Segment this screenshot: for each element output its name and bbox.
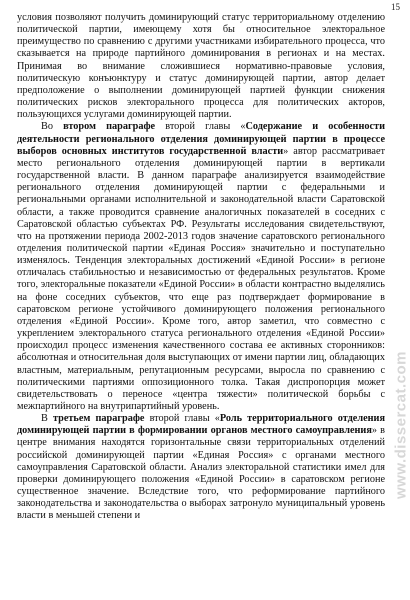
watermark xyxy=(392,250,410,600)
paragraph-second-section xyxy=(17,121,385,413)
paragraph-body-text: » автор рассматривает место регионального отделения доминирующей партии в вертикали государственной власти. В данном параграфе анализируется взаимодействие регионального отделения доминирующей партии с федеральными и региональными органами исполнительной и законодательной власти Саратовской области, а также проводится сравнение аналогичных показателей в соседних с Саратовской областью субъектах РФ. Результаты исследования свидетельствуют, что на протяжении периода 2002-2013 годов значение саратовского регионального отделения политической партии «Единая Россия» значительно и поступательно изменялось. Тенденция электоральных достижений «Единой России» в регионе отличалась стабильностью и независимостью от федеральных результатов. Кроме того, электоральные показатели «Единой России» в области контрастно выделялись на фоне соседних субъектов, что еще раз подтверждает формирование в саратовском регионе устойчивого доминирующего положения регионального отделения «Единой России». Кроме того, автор заметил, что совместно с укреплением электорального статуса регионального отделения «Единой России» происходил процесс изменения качественного состава ее активных сторонников: абсолютная и относительная доля выступающих от имени партии лиц, обладающих властным, материальным, репутационным ресурсами, выросла по сравнению с политическими партиями оппозиционного толка. Такая диспропорция может свидетельствовать о переносе «центра тяжести» политической борьбы с межпартийного на внутрипартийный уровень. xyxy=(17,145,385,412)
section-title-bold: Содержание и особенности деятельности регионального отделения доминирующей партии в процессе выборов основных институтов государственной власти xyxy=(17,121,385,157)
document-body xyxy=(17,12,385,523)
paragraph-connector-text: второй главы « xyxy=(144,413,220,425)
paragraph-third-section xyxy=(17,413,385,522)
paragraph-lead-text: Во xyxy=(41,121,64,133)
paragraph-lead-text: В xyxy=(41,413,53,425)
section-title-bold: Роль территориального отделения доминирующей партии в формировании органов местного самоуправления xyxy=(17,413,385,437)
paragraph-connector-text: второй главы « xyxy=(155,121,246,133)
paragraph-body-text: » в центре внимания находятся горизонтальные связи территориальных отделений российской доминирующей партии «Единая Россия» с органами местного самоуправления Саратовской области. Анализ электоральной статистики имел для проверки доминирующего положения «Единой России» в саратовском регионе существенное значение. Вследствие того, что реформирование партийного законодательства и законодательства о выборах затронуло муниципальный уровень власти в меньшей степени и xyxy=(17,425,385,522)
page-number: 15 xyxy=(391,2,400,12)
watermark-text: www.dissercat.com xyxy=(392,351,410,499)
section-reference-bold: втором параграфе xyxy=(63,121,156,133)
paragraph-continuation: условия позволяют получить доминирующий статус территориальному отделению политической партии, имеющему хотя бы относительное электоральное преимущество по сравнению с другими участниками избирательного процесса, что сказывается на природе партийного доминирования в регионах и на местах. Принимая во внимание сложившиеся нормативно-правовые условия, политическую конъюнктуру и статус доминирующей партии, автор делает предположение о выполнении доминирующей партией функции снижения политических рисков электорального процесса для политических акторов, пользующихся услугами доминирующей партии. xyxy=(17,12,385,121)
section-reference-bold: третьем параграфе xyxy=(52,413,145,425)
